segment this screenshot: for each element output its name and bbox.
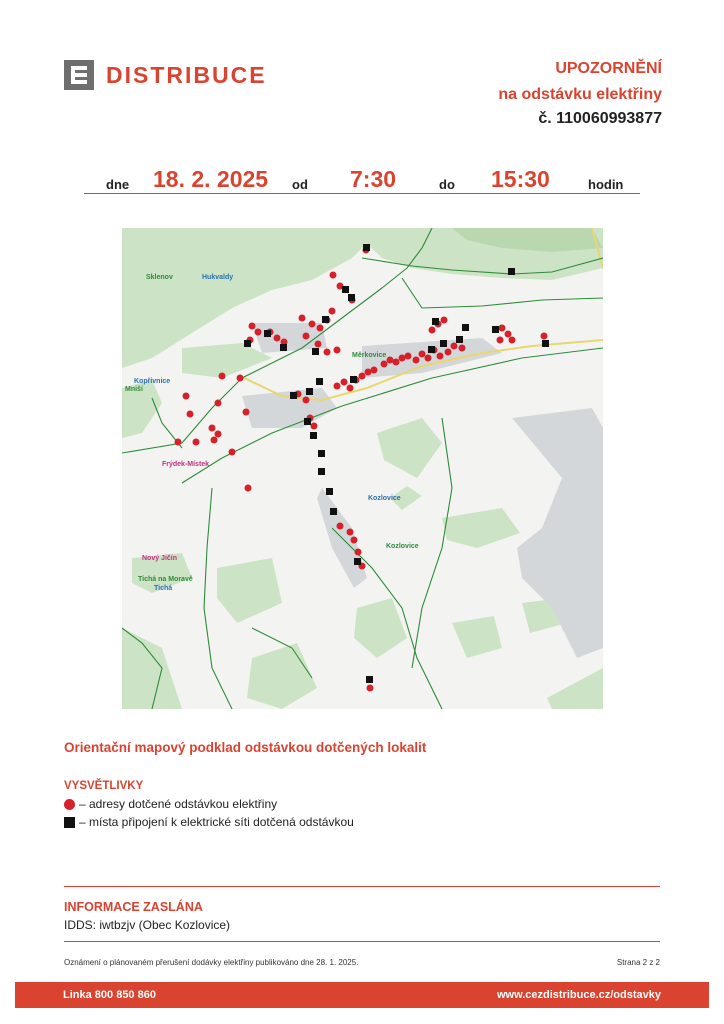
map-label-kozlovice: Kozlovice	[368, 495, 401, 502]
black-square-icon	[64, 817, 75, 828]
to-time: 15:30	[491, 166, 550, 192]
legend-item-connection	[64, 815, 354, 829]
map-label-frydek-mistek: Frýdek-Místek	[162, 461, 210, 468]
footer-bar	[15, 982, 709, 1008]
footer-phone: Linka 800 850 860	[63, 989, 156, 1001]
map-label-hukvaldy: Hukvaldy	[202, 274, 234, 281]
outage-date: 18. 2. 2025	[153, 166, 269, 192]
page-number: Strana 2 z 2	[616, 958, 660, 967]
info-text: IDDS: iwtbzjv (Obec Kozlovice)	[64, 918, 231, 932]
legend-connection-text: – místa připojení k elektrické síti dotčená odstávkou	[79, 815, 354, 829]
to-label: do	[439, 177, 455, 192]
cez-logo-icon	[64, 60, 94, 90]
red-dot-icon	[64, 799, 75, 810]
brand-name: DISTRIBUCE	[106, 62, 267, 88]
map-label-kozlovice-2: Kozlovice	[386, 543, 419, 550]
unit-label: hodin	[588, 177, 624, 192]
legend-title: VYSVĚTLIVKY	[64, 780, 144, 792]
map-label-mnisi: Mniší	[125, 386, 143, 393]
legend-address-text: – adresy dotčené odstávkou elektřiny	[79, 797, 278, 811]
map-label-sklenov: Sklenov	[146, 274, 173, 281]
notice-number: č. 110060993877	[538, 110, 662, 127]
map-label-novy-jicin: Nový Jičín	[142, 555, 178, 562]
publication-note: Oznámení o plánovaném přerušení dodávky elektřiny publikováno dne 28. 1. 2025.	[64, 958, 359, 967]
info-top-rule	[64, 886, 660, 887]
map-caption: Orientační mapový podklad odstávkou dotčených lokalit	[64, 740, 427, 755]
info-title: INFORMACE ZASLÁNA	[64, 900, 203, 914]
legend-item-address	[64, 797, 277, 811]
notice-subtitle: na odstávku elektřiny	[498, 86, 662, 103]
from-label: od	[292, 177, 308, 192]
map-label-merkovice: Měrkovice	[352, 352, 387, 359]
date-label: dne	[106, 177, 130, 192]
from-time: 7:30	[350, 166, 397, 192]
info-bottom-rule	[64, 941, 660, 942]
notice-title: UPOZORNĚNÍ	[555, 60, 662, 77]
map-label-koprivnice: Kopřivnice	[134, 378, 171, 385]
outage-rule	[84, 193, 640, 194]
footer-web-link[interactable]: www.cezdistribuce.cz/odstavky	[496, 989, 661, 1001]
map-label-ticha-na-morave: Tichá na Moravě	[138, 576, 193, 583]
outage-map	[122, 228, 603, 709]
map-graphic	[122, 228, 603, 709]
map-label-ticha: Tichá	[154, 585, 173, 592]
